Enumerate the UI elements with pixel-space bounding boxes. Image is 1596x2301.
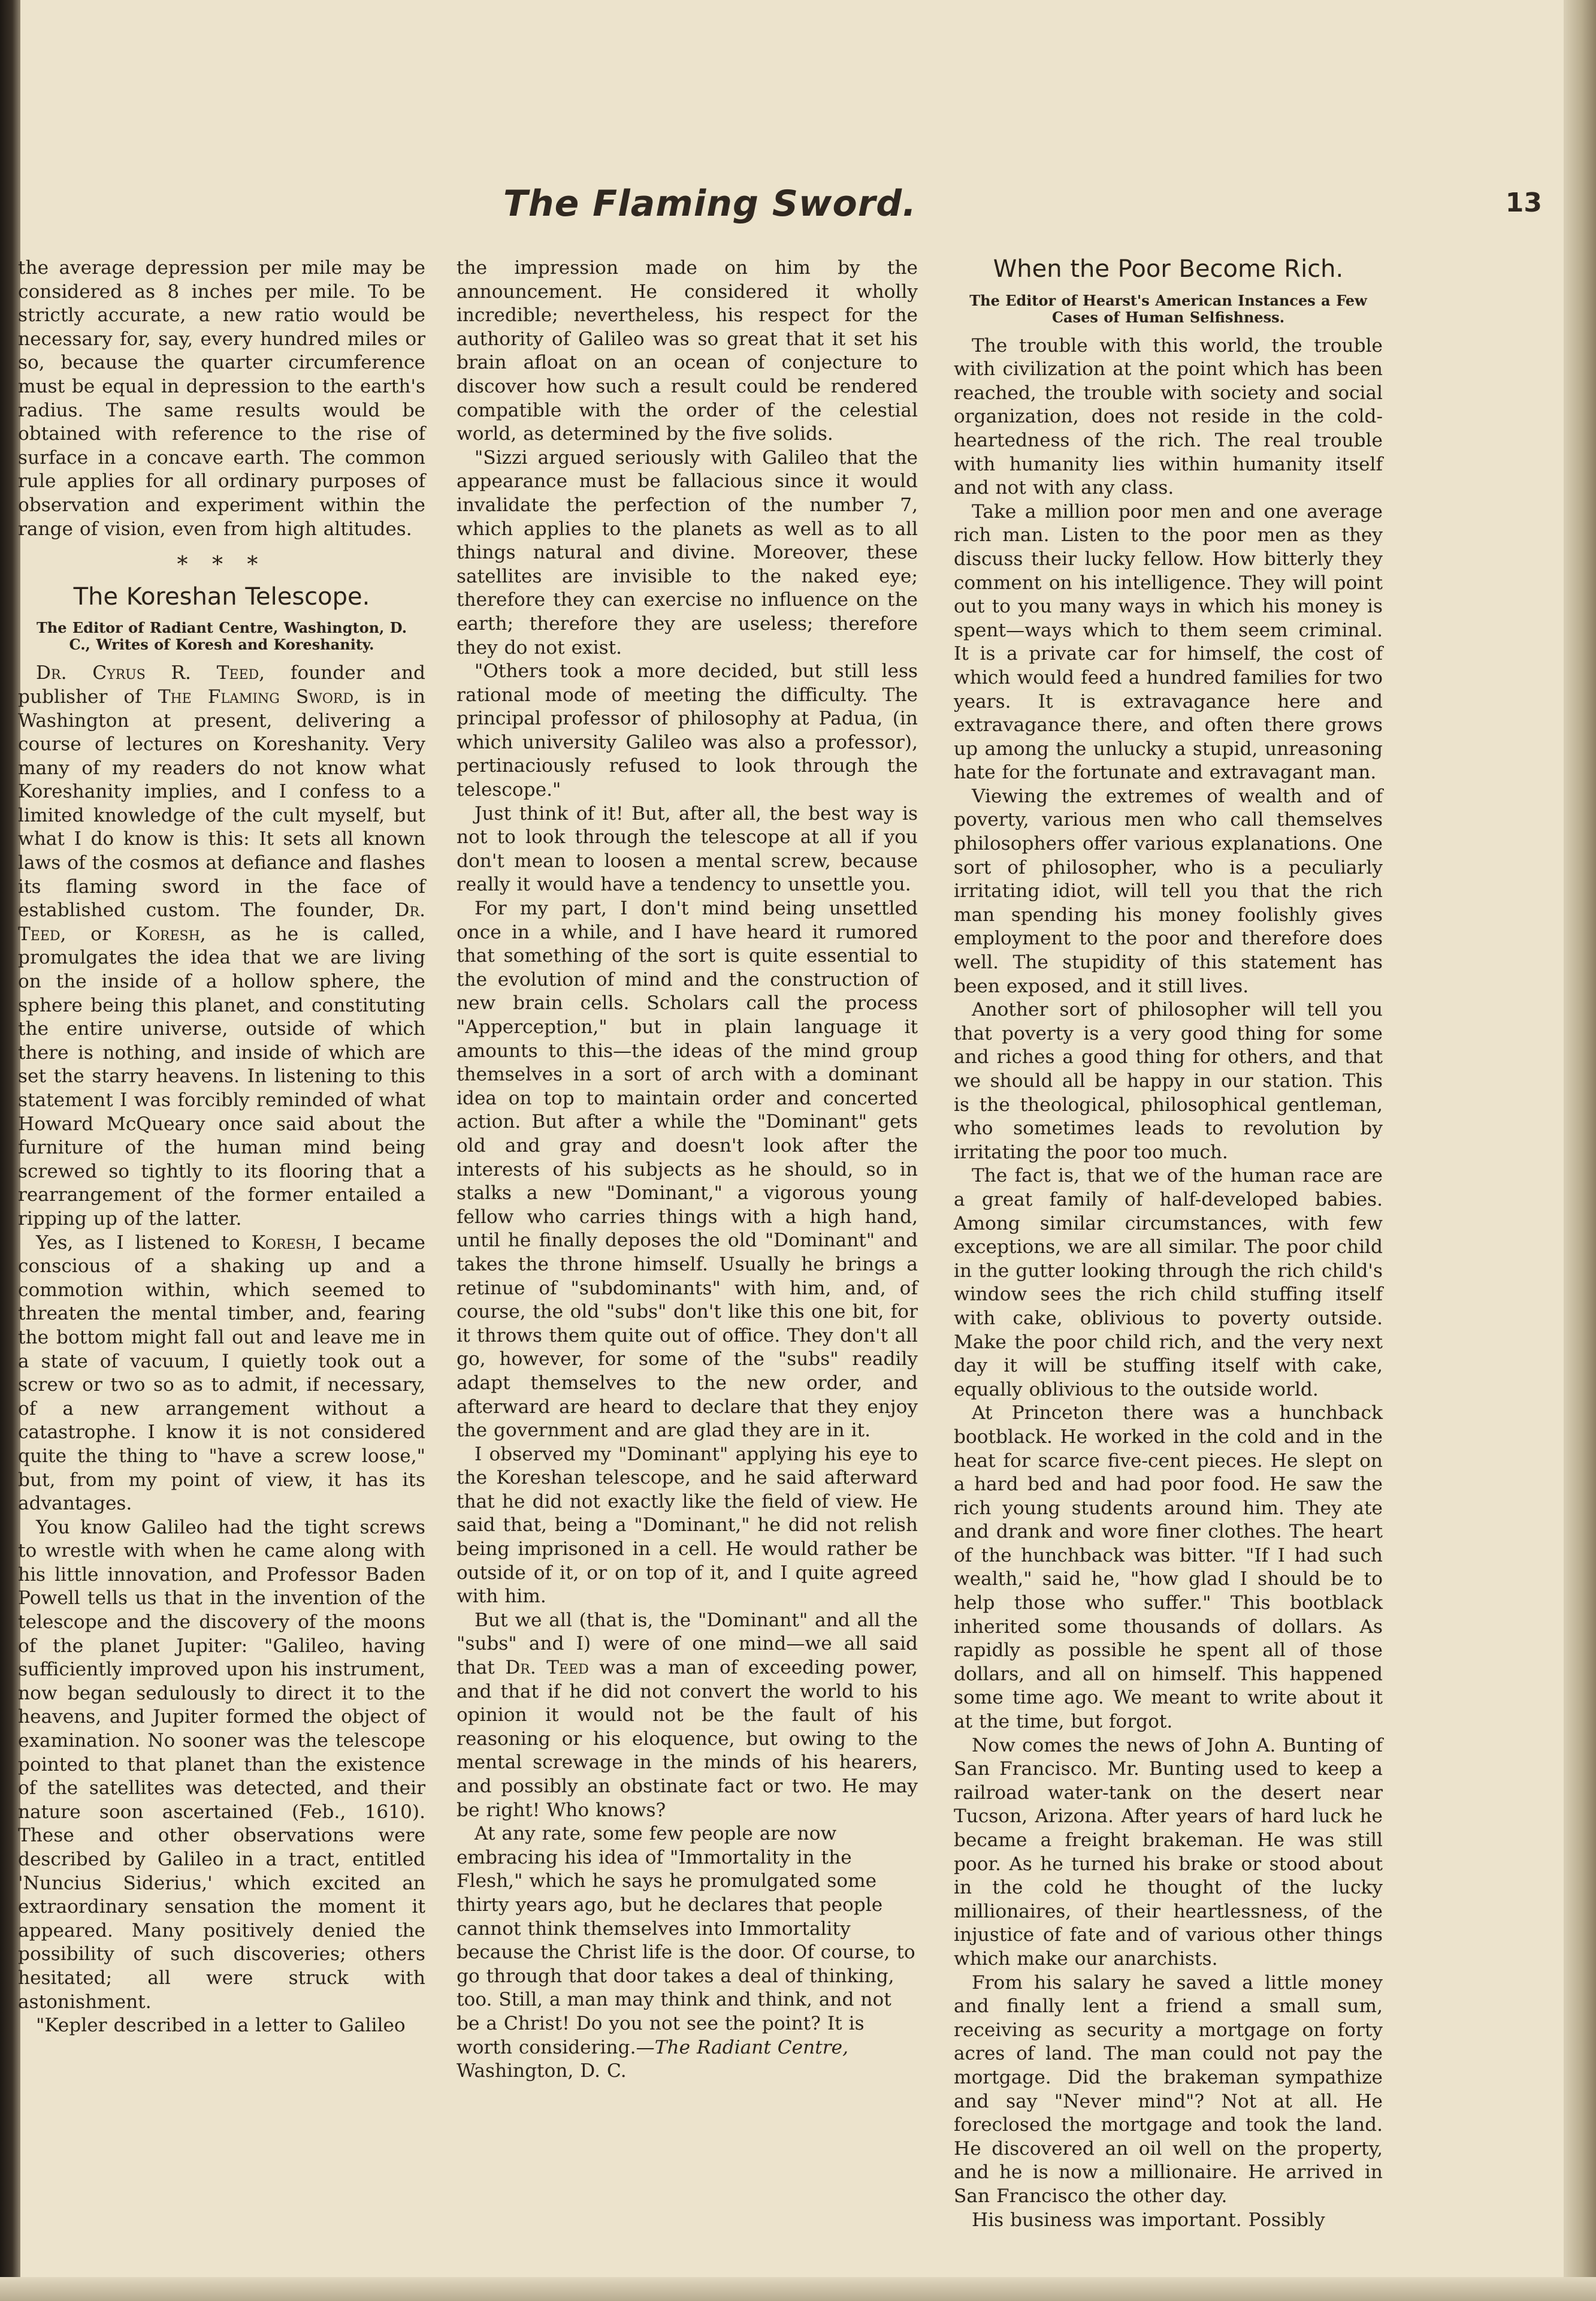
paragraph: "Others took a more decided, but still less rational mode of meeting the difficulty. The principal professor of philosophy at Padua, (in which university Galileo was also a professor), pertinaciously refused to look through the telescope.": [457, 660, 918, 801]
article-subtitle-poor-become-rich: The Editor of Hearst's American Instances a Few Cases of Human Selfishness.: [969, 291, 1367, 326]
paragraph: Viewing the extremes of wealth and of poverty, various men who call themselves philosophers offer various explanations. One sort of philosopher, who is a peculiarly irritating idiot, will tell you that the rich man spending his money foolishly gives employment to the poor and therefore does well. The stupidity of this statement has been exposed, and it still lives.: [954, 785, 1383, 997]
continuation-paragraph: the average depression per mile may be considered as 8 inches per mile. To be strictly accurate, a new ratio would be necessary for, say, every hundred miles or so, because the quarter circumference must be equal in depression to the earth's radius. The same results would be obtained with reference to the rise of surface in a concave earth. The common rule applies for all ordinary purposes of observation and experiment within the range of vision, even from high altitudes.: [18, 257, 425, 540]
left-column: [18, 256, 425, 2038]
article-subtitle-koreshan-telescope: The Editor of Radiant Centre, Washington, D. C., Writes of Koresh and Koreshanity.: [36, 619, 407, 654]
article-title-koreshan-telescope: The Koreshan Telescope.: [73, 582, 370, 611]
right-column: [954, 256, 1383, 2232]
journal-title: The Flaming Sword.: [503, 183, 917, 225]
author-name: Dr. Cyrus R. Teed,: [36, 662, 265, 684]
text-run: But we all (that is, the "Dominant" and all the "subs" and I) were of one mind—we all said that: [457, 1609, 918, 1679]
journal-name: The Flaming Sword,: [158, 686, 359, 708]
paragraph: I observed my "Dominant" applying his eye to the Koreshan telescope, and he said afterward that he did not exactly like the field of view. He said that, being a "Dominant," he did not relish being imprisoned in a cell. He would rather be outside of it, or on top of it, and I quite agreed with him.: [457, 1443, 918, 1608]
paragraph: "Kepler described in a letter to Galileo: [36, 2015, 406, 2037]
paragraph: [18, 1231, 425, 1516]
paragraph: His business was important. Possibly: [972, 2209, 1325, 2231]
text-run: Yes, as I listened to: [36, 1231, 252, 1254]
text-run: At any rate, some few people are now embracing his idea of "Immortality in the Flesh," which he says he promulgated some thirty years ago, but he declares that people cannot think themselves into Immortality because the Christ life is the door. Of course, to go through that door takes a deal of thinking, too. Still, a man may think and think, and not be a Christ! Do you not see the point? It is worth considering.—: [457, 1823, 915, 2058]
paragraph: "Sizzi argued seriously with Galileo that the appearance must be fallacious since it would invalidate the perfection of the number 7, which applies to the planets as well as to all things natural and divine. Moreover, these satellites are invisible to the naked eye; therefore they can exercise no influence on the earth; therefore they are useless; therefore they do not exist.: [457, 446, 918, 659]
source-name: The Radiant Centre,: [654, 2036, 849, 2058]
paragraph: For my part, I don't mind being unsettled once in a while, and I have heard it rumored that something of the sort is quite essential to the evolution of mind and the construction of new brain cells. Scholars call the process "Apperception," but in plain language it amounts to this—the ideas of the mind group themselves in a sort of arch with a dominant idea on top to maintain order and concerted action. But after a while the "Dominant" gets old and gray and doesn't look after the interests of his subjects as he should, so in stalks a new "Dominant," a vigorous young fellow who carries things with a high hand, until he finally deposes the old "Dominant" and takes the throne himself. Usually he brings a retinue of "subdominants" with him, and, of course, the old "subs" don't like this one bit, for it throws them quite out of office. They don't all go, however, for some of the "subs" readily adapt themselves to the new order, and afterward are heard to declare that they enjoy the government and are glad they are in it.: [457, 898, 918, 1442]
person-name: Koresh,: [135, 923, 206, 945]
page-number: 13: [1505, 188, 1542, 218]
paragraph: [457, 1609, 918, 1822]
section-separator: * * *: [177, 552, 267, 578]
paragraph: [457, 1822, 918, 2083]
paragraph: Take a million poor men and one average rich man. Listen to the poor men as they discuss their lucky fellow. How bitterly they comment on his intelligence. They will point out to you many ways in which his money is spent—ways which to them seem criminal. It is a private car for himself, the cost of which would feed a hundred families for two years. It is extravagance here and extravagance there, and often there grows up among the unlucky a stupid, unreasoning hate for the fortunate and extravagant man.: [954, 500, 1383, 784]
paragraph: Now comes the news of John A. Bunting of San Francisco. Mr. Bunting used to keep a railroad water-tank on the desert near Tucson, Arizona. After years of hard luck he became a freight brakeman. He was still poor. As he turned his brake or stood about in the cold he thought of the lucky millionaires, of their heartlessness, of the injustice of fate and of various other things which make our anarchists.: [954, 1734, 1383, 1970]
text-run: was a man of exceeding power, and that if he did not convert the world to his opinion it would not be the fault of his reasoning or his eloquence, but owing to the mental screwage in the minds of his hearers, and possibly an obstinate fact or two. He may be right! Who knows?: [457, 1657, 918, 1821]
running-head: [36, 183, 1542, 237]
article-title-poor-become-rich: When the Poor Become Rich.: [993, 255, 1344, 283]
text-run: founder and publisher of: [18, 662, 426, 708]
person-name: Koresh,: [251, 1231, 322, 1254]
paragraph: The fact is, that we of the human race are a great family of half-developed babies. Among similar circumstances, with few exceptions, we are all similar. The poor child in the gutter looking through the rich child's window sees the rich child stuffing itself with cake, oblivious to poverty outside. Make the poor child rich, and the very next day it will be stuffing itself with cake, equally oblivious to the outside world.: [954, 1165, 1383, 1400]
text-run: I became conscious of a shaking up and a commotion within, which seemed to threaten the mental timber, and, fearing the bottom might fall out and leave me in a state of vacuum, I quietly took out a screw or two so as to admit, if necessary, of a new arrangement without a catastrophe. I know it is not considered quite the thing to "have a screw loose," but, from my point of view, it has its advantages.: [18, 1231, 425, 1515]
paragraph: You know Galileo had the tight screws to wrestle with when he came along with his little innovation, and Professor Baden Powell tells us that in the invention of the telescope and the discovery of the moons of the planet Jupiter: "Galileo, having sufficiently improved upon his instrument, now began sedulously to direct it to the heavens, and Jupiter formed the object of examination. No sooner was the telescope pointed to that planet than the existence of the satellites was detected, and their nature soon ascertained (Feb., 1610). These and other observations were described by Galileo in a tract, entitled 'Nuncius Siderius,' which excited an extraordinary sensation the moment it appeared. Many positively denied the possibility of such discoveries; others hesitated; all were struck with astonishment.: [18, 1516, 425, 2013]
text-run: or: [66, 923, 135, 945]
paragraph: [18, 662, 425, 1231]
paragraph: The trouble with this world, the trouble with civilization at the point which has been reached, the trouble with society and social organization, does not reside in the cold-heartedness of the rich. The real trouble with humanity lies within humanity itself and not with any class.: [954, 334, 1383, 499]
page-bottom-edge: [0, 2277, 1596, 2301]
person-name: Dr. Teed,: [18, 899, 425, 945]
text-run: Washington, D. C.: [457, 2060, 627, 2082]
page-edge: [1564, 0, 1596, 2301]
paragraph: Another sort of philosopher will tell you that poverty is a very good thing for some and riches a good thing for others, and that we should all be happy in our station. This is the theological, philosophical gentleman, who sometimes leads to revolution by irritating the poor too much.: [954, 999, 1383, 1163]
book-spine-shadow: [0, 0, 20, 2301]
middle-column: [457, 256, 918, 2083]
paragraph: From his salary he saved a little money and finally lent a friend a small sum, receiving as security a mortgage on forty acres of land. The man could not pay the mortgage. Did the brakeman sympathize and say "Never mind"? Not at all. He foreclosed the mortgage and took the land. He discovered an oil well on the property, and he is now a millionaire. He arrived in San Francisco the other day.: [954, 1971, 1383, 2207]
paragraph: the impression made on him by the announcement. He considered it wholly incredible; nevertheless, his respect for the authority of Galileo was so great that it set his brain afloat on an ocean of conjecture to discover how such a result could be rendered compatible with the order of the celestial world, as determined by the five solids.: [457, 257, 918, 445]
paragraph: At Princeton there was a hunchback bootblack. He worked in the cold and in the heat for scarce five-cent pieces. He slept on a hard bed and had poor food. He saw the rich young students around him. They ate and drank and wore finer clothes. The heart of the hunchback was bitter. "If I had such wealth," said he, "how glad I should be to help those who suffer." This bootblack inherited some thousands of dollars. As rapidly as possible he spent all of those dollars, and all on himself. This happened some time ago. We meant to write about it at the time, but forgot.: [954, 1402, 1383, 1733]
paragraph: Just think of it! But, after all, the best way is not to look through the telescope at all if you don't mean to loosen a mental screw, because really it would have a tendency to unsettle you.: [457, 802, 918, 896]
text-run: as he is called, promulgates the idea that we are living on the inside of a hollow sphere, the sphere being this planet, and constituting the entire universe, outside of which there is nothing, and inside of which are set the starry heavens. In listening to this statement I was forcibly reminded of what Howard McQueary once said about the furniture of the human mind being screwed so tightly to its flooring that a rearrangement of the former entailed a ripping up of the latter.: [18, 923, 425, 1230]
text-run: is in Washington at present, delivering a course of lectures on Koreshanity. Very many of my readers do not know what Koreshanity implies, and I confess to a limited knowledge of the cult myself, but what I do know is this: It sets all known laws of the cosmos at defiance and flashes its flaming sword in the face of established custom. The founder,: [18, 686, 425, 922]
person-name: Dr. Teed: [505, 1657, 589, 1679]
